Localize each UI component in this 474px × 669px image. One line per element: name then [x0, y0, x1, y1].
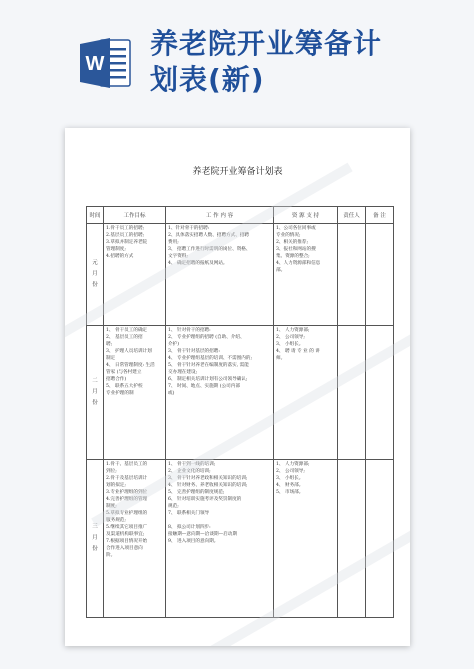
- goal-line: 划的拟定;: [106, 483, 126, 488]
- resources-line: 1、 人力资源部;: [276, 328, 310, 333]
- goal-line: 5、 联系五大护校: [106, 384, 143, 389]
- goal-line: 3、 护理人员培训计划: [106, 349, 152, 354]
- resources-line: 专业的情况;: [276, 233, 301, 238]
- page-title: [150, 26, 470, 98]
- header-time: 时间: [87, 207, 104, 224]
- goal-cell: [104, 224, 166, 326]
- content-line: [168, 517, 271, 524]
- content-line: 或): [168, 391, 175, 396]
- goal-line: 1、 骨干员工的确定: [106, 328, 148, 333]
- goal-line: 聘;: [106, 342, 113, 347]
- content-line: 介护): [168, 342, 179, 347]
- month-char: 月: [92, 535, 98, 541]
- resources-line: 集、资源的整合;: [276, 254, 310, 259]
- content-line: 2、 专业护理组的招聘 (自助、介绍、: [168, 335, 245, 340]
- resources-line: 4、 聘 请 专 业 的 讲: [276, 349, 320, 354]
- owner-cell: [338, 460, 366, 618]
- content-line: 5、 完善护理组的制度规范;: [168, 490, 225, 495]
- resources-line: 4、人力资源部和信息: [276, 261, 321, 266]
- goal-line: 服务规范;: [106, 518, 126, 523]
- goal-line: 2.基层员工的招聘;: [106, 233, 145, 238]
- month-char: 月: [92, 271, 98, 277]
- note-cell: [366, 460, 394, 618]
- goal-line: 4.招聘的方式: [106, 254, 134, 259]
- goal-line: 管家 (与各村建立: [106, 370, 142, 375]
- goal-line: 合作进入项目意向: [106, 546, 143, 551]
- resources-line: 1、公司各位同事或: [276, 226, 316, 231]
- resources-line: 部。: [276, 268, 286, 273]
- content-line: 4、 针对财务、养老收相关知识的培训;: [168, 483, 248, 488]
- resources-line: 1、 人力资源部;: [276, 462, 310, 467]
- resources-line: 3、 小组长。: [276, 342, 304, 347]
- goal-line: 2、 基层员工的招: [106, 335, 143, 340]
- goal-line: 4.完善护理组的管理: [106, 497, 148, 502]
- resources-cell: [274, 326, 338, 460]
- content-cell: [166, 326, 274, 460]
- content-line: 3、 骨干针对养老政和相关知识的培训;: [168, 476, 248, 481]
- owner-cell: [338, 224, 366, 326]
- content-cell: [166, 460, 274, 618]
- month-char: 月: [92, 389, 98, 395]
- goal-line: 3.草拟并制定养老院: [106, 240, 148, 245]
- content-line: 9、 进入项目的意向期。: [168, 539, 219, 544]
- table-row: [87, 224, 394, 326]
- goal-line: 制度;: [106, 504, 117, 509]
- header-goal: 工作目标: [104, 207, 166, 224]
- title-line-1: 养老院开业筹备计: [150, 27, 383, 60]
- content-line: 6、 制定相关培训计划有公司领导确认;: [168, 377, 248, 382]
- content-line: 5、 骨干针对养老在编制度的落实, 需能: [168, 363, 249, 368]
- content-line: 费用;: [168, 240, 179, 245]
- goal-line: 专业护理的制: [106, 391, 134, 396]
- month-char: 元: [92, 260, 98, 266]
- goal-line: 到位;: [106, 469, 117, 474]
- month-cell: [87, 224, 104, 326]
- title-line-2: 划表(新): [150, 63, 265, 96]
- header-banner: [0, 0, 474, 120]
- content-line: 6、 针对培训实施考评及奖罚制度的: [168, 497, 242, 502]
- month-char: 份: [92, 546, 98, 552]
- header-resources: 资 源 支 持: [274, 207, 338, 224]
- resources-line: 4、 财务部。: [276, 483, 304, 488]
- resources-line: 3、报社和网站的搜: [276, 247, 316, 252]
- goal-line: 1.骨干员工的招聘;: [106, 226, 145, 231]
- content-line: 8、 拟公司计划四步:: [168, 525, 211, 530]
- goal-line: 5.继续其它项目推广: [106, 525, 148, 530]
- goal-line: 制定: [106, 356, 116, 361]
- content-cell: [166, 224, 274, 326]
- owner-cell: [338, 326, 366, 460]
- content-line: 交办理在建设;: [168, 370, 198, 375]
- document-page: [65, 128, 410, 646]
- table-header-row: [87, 207, 394, 224]
- month-char: 三: [92, 524, 98, 530]
- content-line: 文字资料;: [168, 254, 188, 259]
- month-char: 份: [92, 282, 98, 288]
- resources-line: 2、 公司领导;: [276, 335, 305, 340]
- content-line: 7、 联系相关门领导: [168, 511, 210, 516]
- goal-line: 管理制度;: [106, 247, 126, 252]
- content-line: 1、针对骨干的招聘:: [168, 226, 210, 231]
- goal-cell: [104, 326, 166, 460]
- month-cell: [87, 460, 104, 618]
- resources-line: 2、相关的推荐;: [276, 240, 309, 245]
- goal-line: 阶。: [106, 553, 116, 558]
- content-line: 2、 企业文化的培训;: [168, 469, 211, 474]
- goal-line: 1.骨干、基层员工的: [106, 462, 148, 467]
- content-line: 4、 专业护理组基层的培训、不需围内的;: [168, 356, 253, 361]
- resources-cell: [274, 224, 338, 326]
- header-owner: 责任人: [338, 207, 366, 224]
- header-content: 工 作 内 容: [166, 207, 274, 224]
- goal-line: 5.草拟专业护理组的: [106, 511, 148, 516]
- header-note: 备 注: [366, 207, 394, 224]
- content-line: 2、具体落实招聘人数、招聘方式、招聘: [168, 233, 250, 238]
- goal-line: 及渠道机构联事宜;: [106, 532, 145, 537]
- goal-line: 7.根据项目情况开始: [106, 539, 148, 544]
- month-char: 份: [92, 400, 98, 406]
- content-line: 7、 时间、地点、实施期 (公司内部: [168, 384, 240, 389]
- table-row: [87, 326, 394, 460]
- goal-line: 3.专业护理组的到位: [106, 490, 148, 495]
- note-cell: [366, 224, 394, 326]
- content-line: 1、 骨干到一线的培训;: [168, 462, 216, 467]
- resources-cell: [274, 460, 338, 618]
- goal-line: 2.骨干及基层培训计: [106, 476, 148, 481]
- resources-line: 2、 公司领导;: [276, 469, 305, 474]
- goal-line: 招聘合作): [106, 377, 127, 382]
- word-logo-icon: [80, 36, 132, 90]
- content-line: 规范;: [168, 504, 179, 509]
- resources-line: 5、 市场部。: [276, 490, 304, 495]
- content-line: 4、 确定招聘的报纸及网站。: [168, 261, 228, 266]
- month-cell: [87, 326, 104, 460]
- content-line: 3、 招聘工作进行时需明的岗位、资格、: [168, 247, 251, 252]
- month-char: 二: [92, 378, 98, 384]
- resources-line: 师。: [276, 356, 286, 361]
- document-title: 养老院开业筹备计划表: [192, 167, 283, 177]
- content-line: 3、 骨干针对基层的招聘:: [168, 349, 220, 354]
- content-line: 1、 针对骨干的招聘:: [168, 328, 211, 333]
- goal-cell: [104, 460, 166, 618]
- table-row: [87, 460, 394, 618]
- goal-line: 4、 日常管理制度: 生活: [106, 363, 155, 368]
- note-cell: [366, 326, 394, 460]
- plan-table: [86, 206, 394, 618]
- resources-line: 3、 小组长。: [276, 476, 304, 481]
- svg-text:W: W: [85, 53, 105, 75]
- content-line: 接触期—意向期—洽谈期—启动期: [168, 532, 237, 537]
